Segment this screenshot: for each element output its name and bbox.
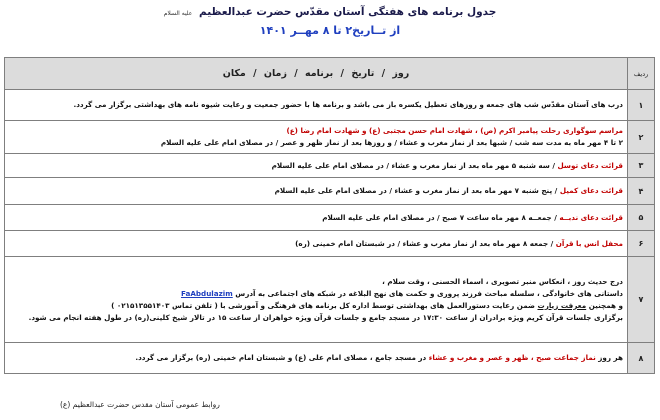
row-number: ۸ [628, 343, 655, 374]
table-row [5, 178, 655, 205]
row-number: ۲ [628, 121, 655, 154]
row-text [5, 178, 628, 205]
table-row [5, 343, 655, 374]
social-handle-link[interactable]: FaAbdulazim [181, 288, 233, 298]
table-row [5, 121, 655, 154]
row-number: ۷ [628, 257, 655, 343]
page-title-text: جدول برنامه های هفتگی آستان مقدّس حضرت عبدالعظیم [199, 6, 497, 18]
row-line-text: داستانی های خانوادگی ، سلسله مباحث فرزند پروری و حکمت های نهج البلاغه در شبکه های اجتماعی به آدرس [235, 288, 623, 298]
row-text [5, 205, 628, 231]
row-line: درج حدیث روز ، انعکاس منبر تصویری ، اسماء الحسنی ، وقت سلام ، [382, 276, 623, 286]
row-number: ۴ [628, 178, 655, 205]
table-row [5, 205, 655, 231]
row-line [9, 300, 623, 312]
row-detail: در مسجد جامع ، مصلای امام علی (ع) و شبستان امام خمینی (ره) برگزار می گردد. [135, 353, 429, 362]
page-title [0, 4, 660, 22]
column-header-row-number: ردیف [628, 58, 655, 90]
row-highlight: مراسم سوگواری رحلت پیامبر اکرم (ص) ، شهادت امام حسن مجتبی (ع) و شهادت امام رضا (ع) [286, 126, 623, 135]
row-detail: / سه شنبه ۵ مهر ماه بعد از نماز مغرب و عشاء / در مصلای امام علی علیه السلام [271, 160, 558, 170]
row-detail: ۲ تا ۴ مهر ماه به مدت سه شب / شبها بعد از نماز مغرب و عشاء / و روزها بعد از نماز ظهر و عصر / در مصلای امام علی علیه السلام [160, 138, 623, 147]
row-number: ۶ [628, 231, 655, 257]
row-number: ۱ [628, 90, 655, 121]
row-detail: / پنج شنبه ۷ مهر ماه بعد از نماز مغرب و عشاء / در مصلای امام علی علیه السلام [274, 186, 560, 195]
row-line: برگزاری جلسات قرآن کریم ویژه برادران از ساعت ۱۷:۳۰ در مسجد جامع و جلسات قرآن ویژه خواهران از ساعت ۱۵ در تالار شیخ کلینی(ره) در طول هفته انجام می شود. [28, 312, 623, 322]
row-detail: / جمعه ۸ مهر ماه بعد از نماز مغرب و عشاء / در شبستان امام خمینی (ره) [295, 238, 556, 248]
row-number: ۵ [628, 205, 655, 231]
table-row [5, 257, 655, 343]
row-program: قرائت دعای توسل [557, 160, 623, 170]
row-program: نماز جماعت صبح ، ظهر و عصر و مغرب و عشاء [428, 353, 596, 362]
page-subtitle: از تــاریخ۲ تا ۸ مهــر ۱۴۰۱ [259, 24, 401, 37]
row-line-emphasis: معرفت زیارت [537, 300, 587, 310]
page-header [0, 4, 660, 40]
column-header-details: روز / تاریخ / برنامه / زمان / مکان [5, 58, 628, 90]
row-text: درب های آستان مقدّس شب های جمعه و روزهای تعطیل یکسره باز می باشد و برنامه ها با حضور جمعیت و رعایت شیوه نامه های بهداشتی برگزار می گردد. [5, 90, 628, 121]
table-row [5, 90, 655, 121]
row-number: ۳ [628, 154, 655, 178]
table-header-row [5, 58, 655, 90]
schedule-table [4, 57, 655, 374]
row-program: محفل انس با قرآن [555, 238, 623, 248]
row-program: قرائت دعای کمیل [559, 186, 623, 195]
table-row [5, 231, 655, 257]
row-line [9, 288, 623, 300]
footer-text: روابط عمومی آستان مقدس حضرت عبدالعظیم (ع) [60, 400, 220, 409]
row-text [5, 154, 628, 178]
row-line-text: ضمن رعایت دستورالعمل های بهداشتی توسط اداره کل برنامه های فرهنگی و آموزشی با ( تلفن تماس ۰۲۱۵۱۳۵۵۱۴۰۳ ) [111, 300, 535, 310]
row-text [5, 257, 628, 343]
row-program: قرائت دعای ندبــه [559, 212, 623, 222]
row-text [5, 121, 628, 154]
row-text [5, 231, 628, 257]
row-detail: / جمعــه ۸ مهر ماه ساعت ۷ صبح / در مصلای امام علی علیه السلام [322, 212, 560, 222]
row-line-text: و همچنین [588, 300, 623, 310]
table-row [5, 154, 655, 178]
row-text [5, 343, 628, 374]
title-note: علیه السلام [163, 10, 193, 17]
row-detail: هر روز [595, 353, 623, 362]
